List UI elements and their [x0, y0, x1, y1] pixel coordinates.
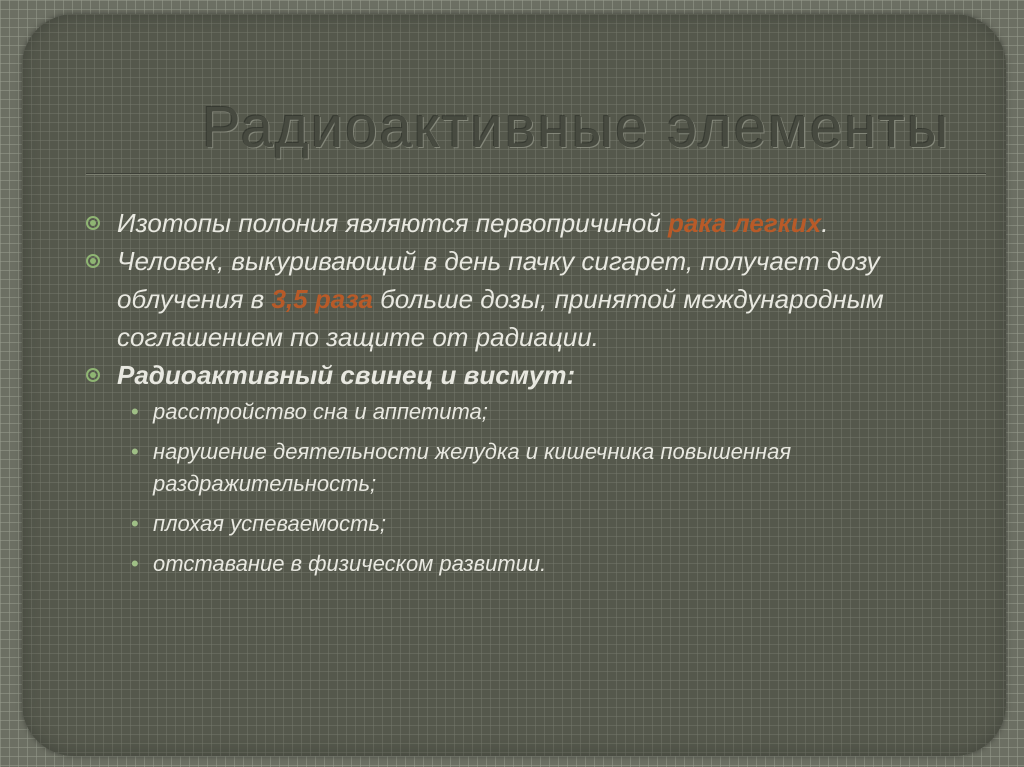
sub-bullet-text: расстройство сна и аппетита;: [153, 399, 488, 424]
circle-bullet-icon: [86, 368, 100, 382]
bullet-text-end: .: [821, 208, 829, 238]
bullet-heading-text: Радиоактивный свинец и висмут:: [117, 360, 576, 390]
bullet-item-heading: [86, 356, 986, 394]
circle-bullet-icon: [86, 254, 100, 268]
dot-bullet-icon: •: [131, 511, 139, 536]
dot-bullet-icon: •: [131, 439, 139, 464]
slide-content: [86, 204, 986, 580]
sub-bullet-item: [86, 548, 986, 580]
sub-bullet-item: [86, 508, 986, 540]
bullet-item: [86, 242, 986, 356]
bullet-text: Человек, выкуривающий в день пачку сигарет, получает дозу облучения в: [117, 246, 880, 314]
slide-title: Радиоактивные элементы: [202, 95, 951, 160]
sub-bullet-text: отставание в физическом развитии.: [153, 551, 547, 576]
bullet-text-end: больше дозы, принятой международным соглашением по защите от радиации.: [117, 284, 884, 352]
bullet-item: [86, 204, 986, 242]
dot-bullet-icon: •: [131, 551, 139, 576]
highlight-text: рака легких: [668, 208, 822, 238]
sub-bullet-text: нарушение деятельности желудка и кишечника повышенная раздражительность;: [153, 439, 792, 496]
slide-panel: [22, 14, 1006, 756]
circle-bullet-icon: [86, 216, 100, 230]
dot-bullet-icon: •: [131, 399, 139, 424]
highlight-text: 3,5 раза: [271, 284, 373, 314]
sub-bullet-item: [86, 396, 986, 428]
sub-bullet-item: [86, 436, 986, 500]
bullet-text: Изотопы полония являются первопричиной: [117, 208, 669, 238]
sub-bullet-text: плохая успеваемость;: [153, 511, 387, 536]
title-divider: [86, 173, 986, 175]
